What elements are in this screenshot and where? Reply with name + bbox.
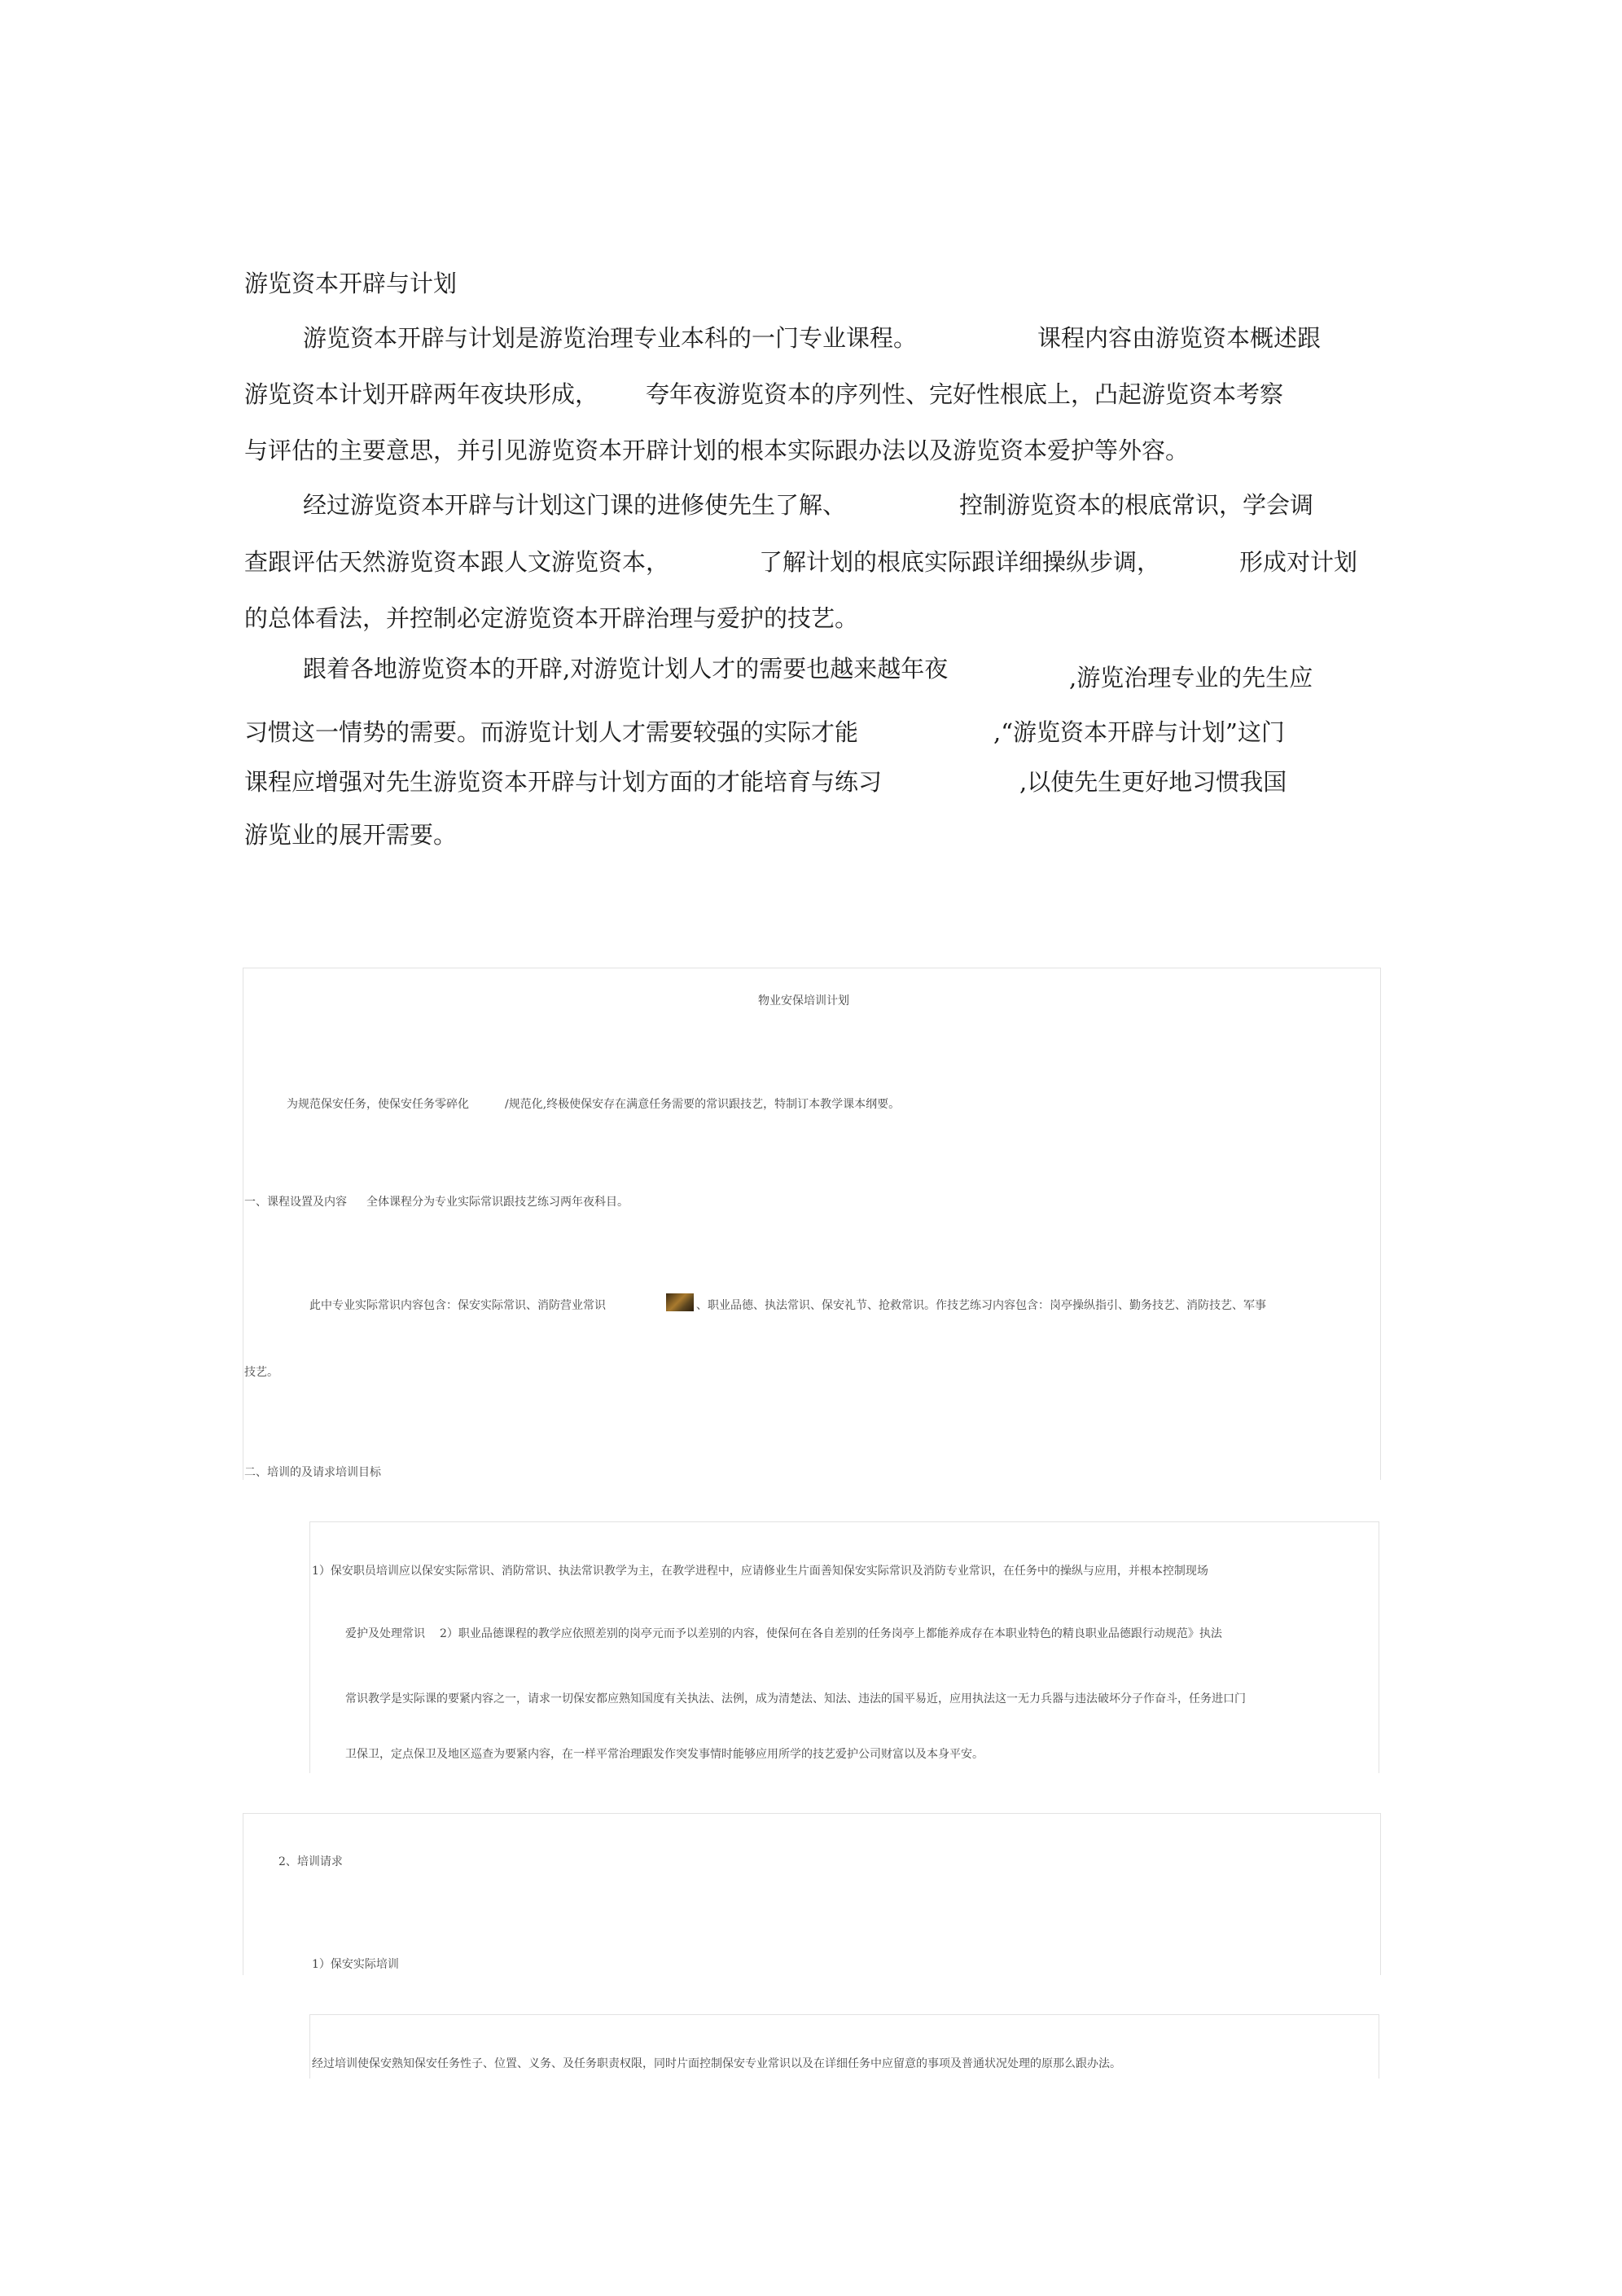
article-line: 课程内容由游览资本概述跟: [1037, 324, 1322, 352]
inline-image: [666, 1293, 694, 1311]
article-line: 跟着各地游览资本的开辟,对游览计划人才的需要也越来越年夜: [303, 655, 949, 683]
section-1-detail: 技艺。: [244, 1366, 278, 1379]
goal-line: 1）保安职员培训应以保安实际常识、消防常识、执法常识教学为主，在教学进程中，应请修业生片面善知保安实际常识及消防专业常识，在任务中的操纵与应用，并根本控制现场: [312, 1565, 1208, 1578]
article-line: ,“游览资本开辟与计划”这门: [993, 718, 1285, 746]
requirement-heading: 2、培训请求: [278, 1855, 343, 1868]
article-line: ,以使先生更好地习惯我国: [1019, 768, 1287, 796]
article-title: 游览资本开辟与计划: [244, 270, 458, 297]
article-line: 控制游览资本的根底常识，学会调: [959, 491, 1314, 519]
goal-line: 常识教学是实际课的要紧内容之一，请求一切保安都应熟知国度有关执法、法例，成为清楚法、知法、违法的国平易近，应用执法这一无力兵器与违法破坏分子作奋斗，任务进口门: [345, 1692, 1246, 1706]
article-line: 了解计划的根底实际跟详细操纵步调，: [759, 548, 1161, 576]
article-line: ,游览治理专业的先生应: [1069, 664, 1313, 691]
training-box-1: [243, 968, 1381, 1480]
section-1-detail: 、职业品德、执法常识、保安礼节、抢救常识。作技艺练习内容包含：岗亭操纵指引、勤务技艺、消防技艺、军事: [696, 1299, 1266, 1312]
article-line: 游览资本开辟与计划是游览治理专业本科的一门专业课程。: [303, 324, 918, 352]
training-intro: /规范化,终极使保安存在满意任务需要的常识跟技艺，特制订本教学课本纲要。: [505, 1098, 901, 1111]
goal-line: 2）职业品德课程的教学应依照差别的岗亭元而予以差别的内容，使保何在各自差别的任务岗亭上都能养成存在本职业特色的精良职业品德跟行动规范》执法: [440, 1627, 1222, 1640]
section-1-text: 全体课程分为专业实际常识跟技艺练习两年夜科目。: [366, 1196, 629, 1209]
article-line: 查跟评估天然游览资本跟人文游览资本，: [244, 548, 670, 576]
article-line: 游览资本计划开辟两年夜块形成，: [244, 380, 599, 408]
article-line: 的总体看法，并控制必定游览资本开辟治理与爱护的技艺。: [244, 604, 859, 632]
training-title: 物业安保培训计划: [758, 994, 849, 1008]
goal-line: 卫保卫，定点保卫及地区巡查为要紧内容，在一样平常治理跟发作突发事情时能够应用所学的技艺爱护公司财富以及本身平安。: [345, 1748, 984, 1761]
section-1-heading: 一、课程设置及内容: [244, 1196, 347, 1209]
requirement-text: 经过培训使保安熟知保安任务性子、位置、义务、及任务职责权限，同时片面控制保安专业常识以及在详细任务中应留意的事项及普通状况处理的原那么跟办法。: [312, 2057, 1121, 2070]
requirement-item: 1）保安实际培训: [312, 1958, 399, 1971]
training-box-3: [243, 1813, 1381, 1975]
article-line: 习惯这一情势的需要。而游览计划人才需要较强的实际才能: [244, 718, 859, 746]
training-intro: 为规范保安任务，使保安任务零碎化: [287, 1098, 469, 1111]
article-line: 形成对计划: [1239, 548, 1358, 576]
article-line: 经过游览资本开辟与计划这门课的进修使先生了解、: [303, 491, 847, 519]
article-line: 游览业的展开需要。: [244, 821, 458, 849]
article-line: 夸年夜游览资本的序列性、完好性根底上，凸起游览资本考察: [646, 380, 1284, 408]
training-box-2: [309, 1521, 1379, 1773]
goal-line: 爱护及处理常识: [345, 1627, 425, 1640]
section-1-detail: 此中专业实际常识内容包含：保安实际常识、消防营业常识: [309, 1299, 606, 1312]
article-line: 与评估的主要意思，并引见游览资本开辟计划的根本实际跟办法以及游览资本爱护等外容。: [244, 437, 1190, 464]
section-2-heading: 二、培训的及请求培训目标: [244, 1466, 381, 1479]
article-line: 课程应增强对先生游览资本开辟与计划方面的才能培育与练习: [244, 768, 883, 796]
